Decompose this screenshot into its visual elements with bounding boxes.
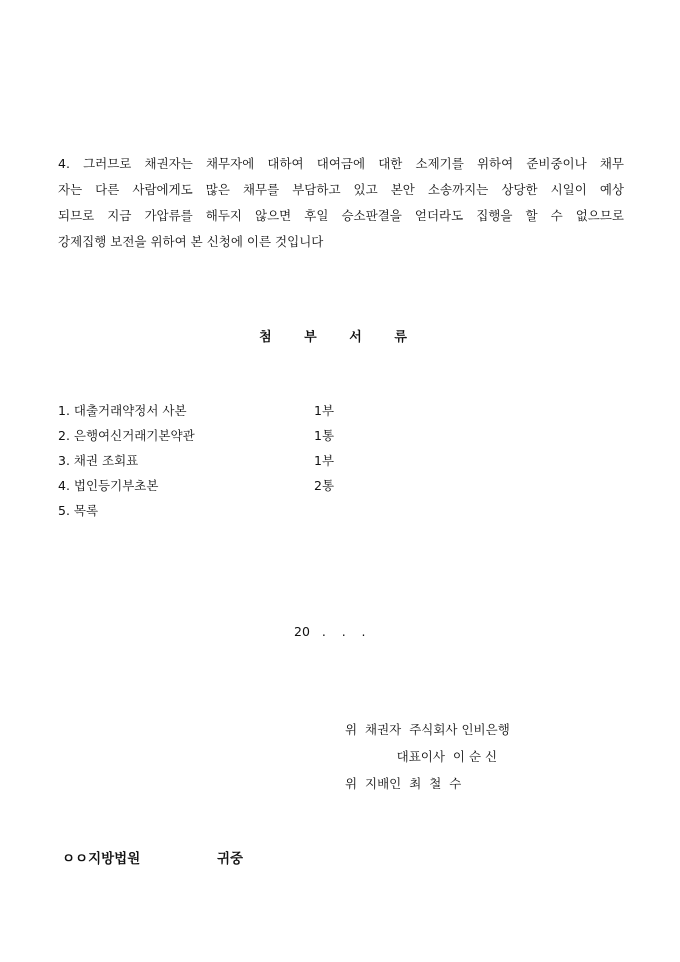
signature-block — [345, 716, 510, 797]
document-date: 20 . . . — [294, 624, 366, 639]
court-addressee — [62, 847, 244, 867]
attachment-name: 5. 목록 — [58, 503, 99, 518]
court-name: ㅇㅇ지방법원 — [62, 851, 141, 867]
attachment-count: 1부 — [314, 403, 335, 418]
body-line: 되므로 지금 가압류를 해두지 않으면 후일 승소판결을 얻더라도 집행을 할 수 없으므로 — [58, 208, 624, 223]
attachments-heading: 첨 부 서 류 — [259, 330, 421, 345]
attachment-name: 2. 은행여신거래기본약관 — [58, 428, 195, 443]
representative-line: 대표이사 이 순 신 — [345, 749, 498, 764]
body-line: 강제집행 보전을 위하여 본 신청에 이른 것입니다 — [58, 234, 324, 249]
court-honorific: 귀중 — [217, 851, 244, 867]
attachment-count: 1부 — [314, 453, 335, 468]
body-paragraph — [58, 151, 624, 255]
attachment-count: 2통 — [314, 478, 335, 493]
manager-line: 위 지배인 최 철 수 — [345, 776, 462, 791]
body-line: 자는 다른 사람에게도 많은 채무를 부담하고 있고 본안 소송까지는 상당한 시일이 예상 — [58, 182, 624, 197]
attachment-count: 1통 — [314, 428, 335, 443]
body-line: 4. 그러므로 채권자는 채무자에 대하여 대여금에 대한 소제기를 위하여 준비중이나 채무 — [58, 156, 624, 171]
creditor-line: 위 채권자 주식회사 인비은행 — [345, 722, 510, 737]
attachment-name: 4. 법인등기부초본 — [58, 478, 159, 493]
attachment-name: 1. 대출거래약정서 사본 — [58, 403, 187, 418]
attachment-name: 3. 채권 조회표 — [58, 453, 139, 468]
